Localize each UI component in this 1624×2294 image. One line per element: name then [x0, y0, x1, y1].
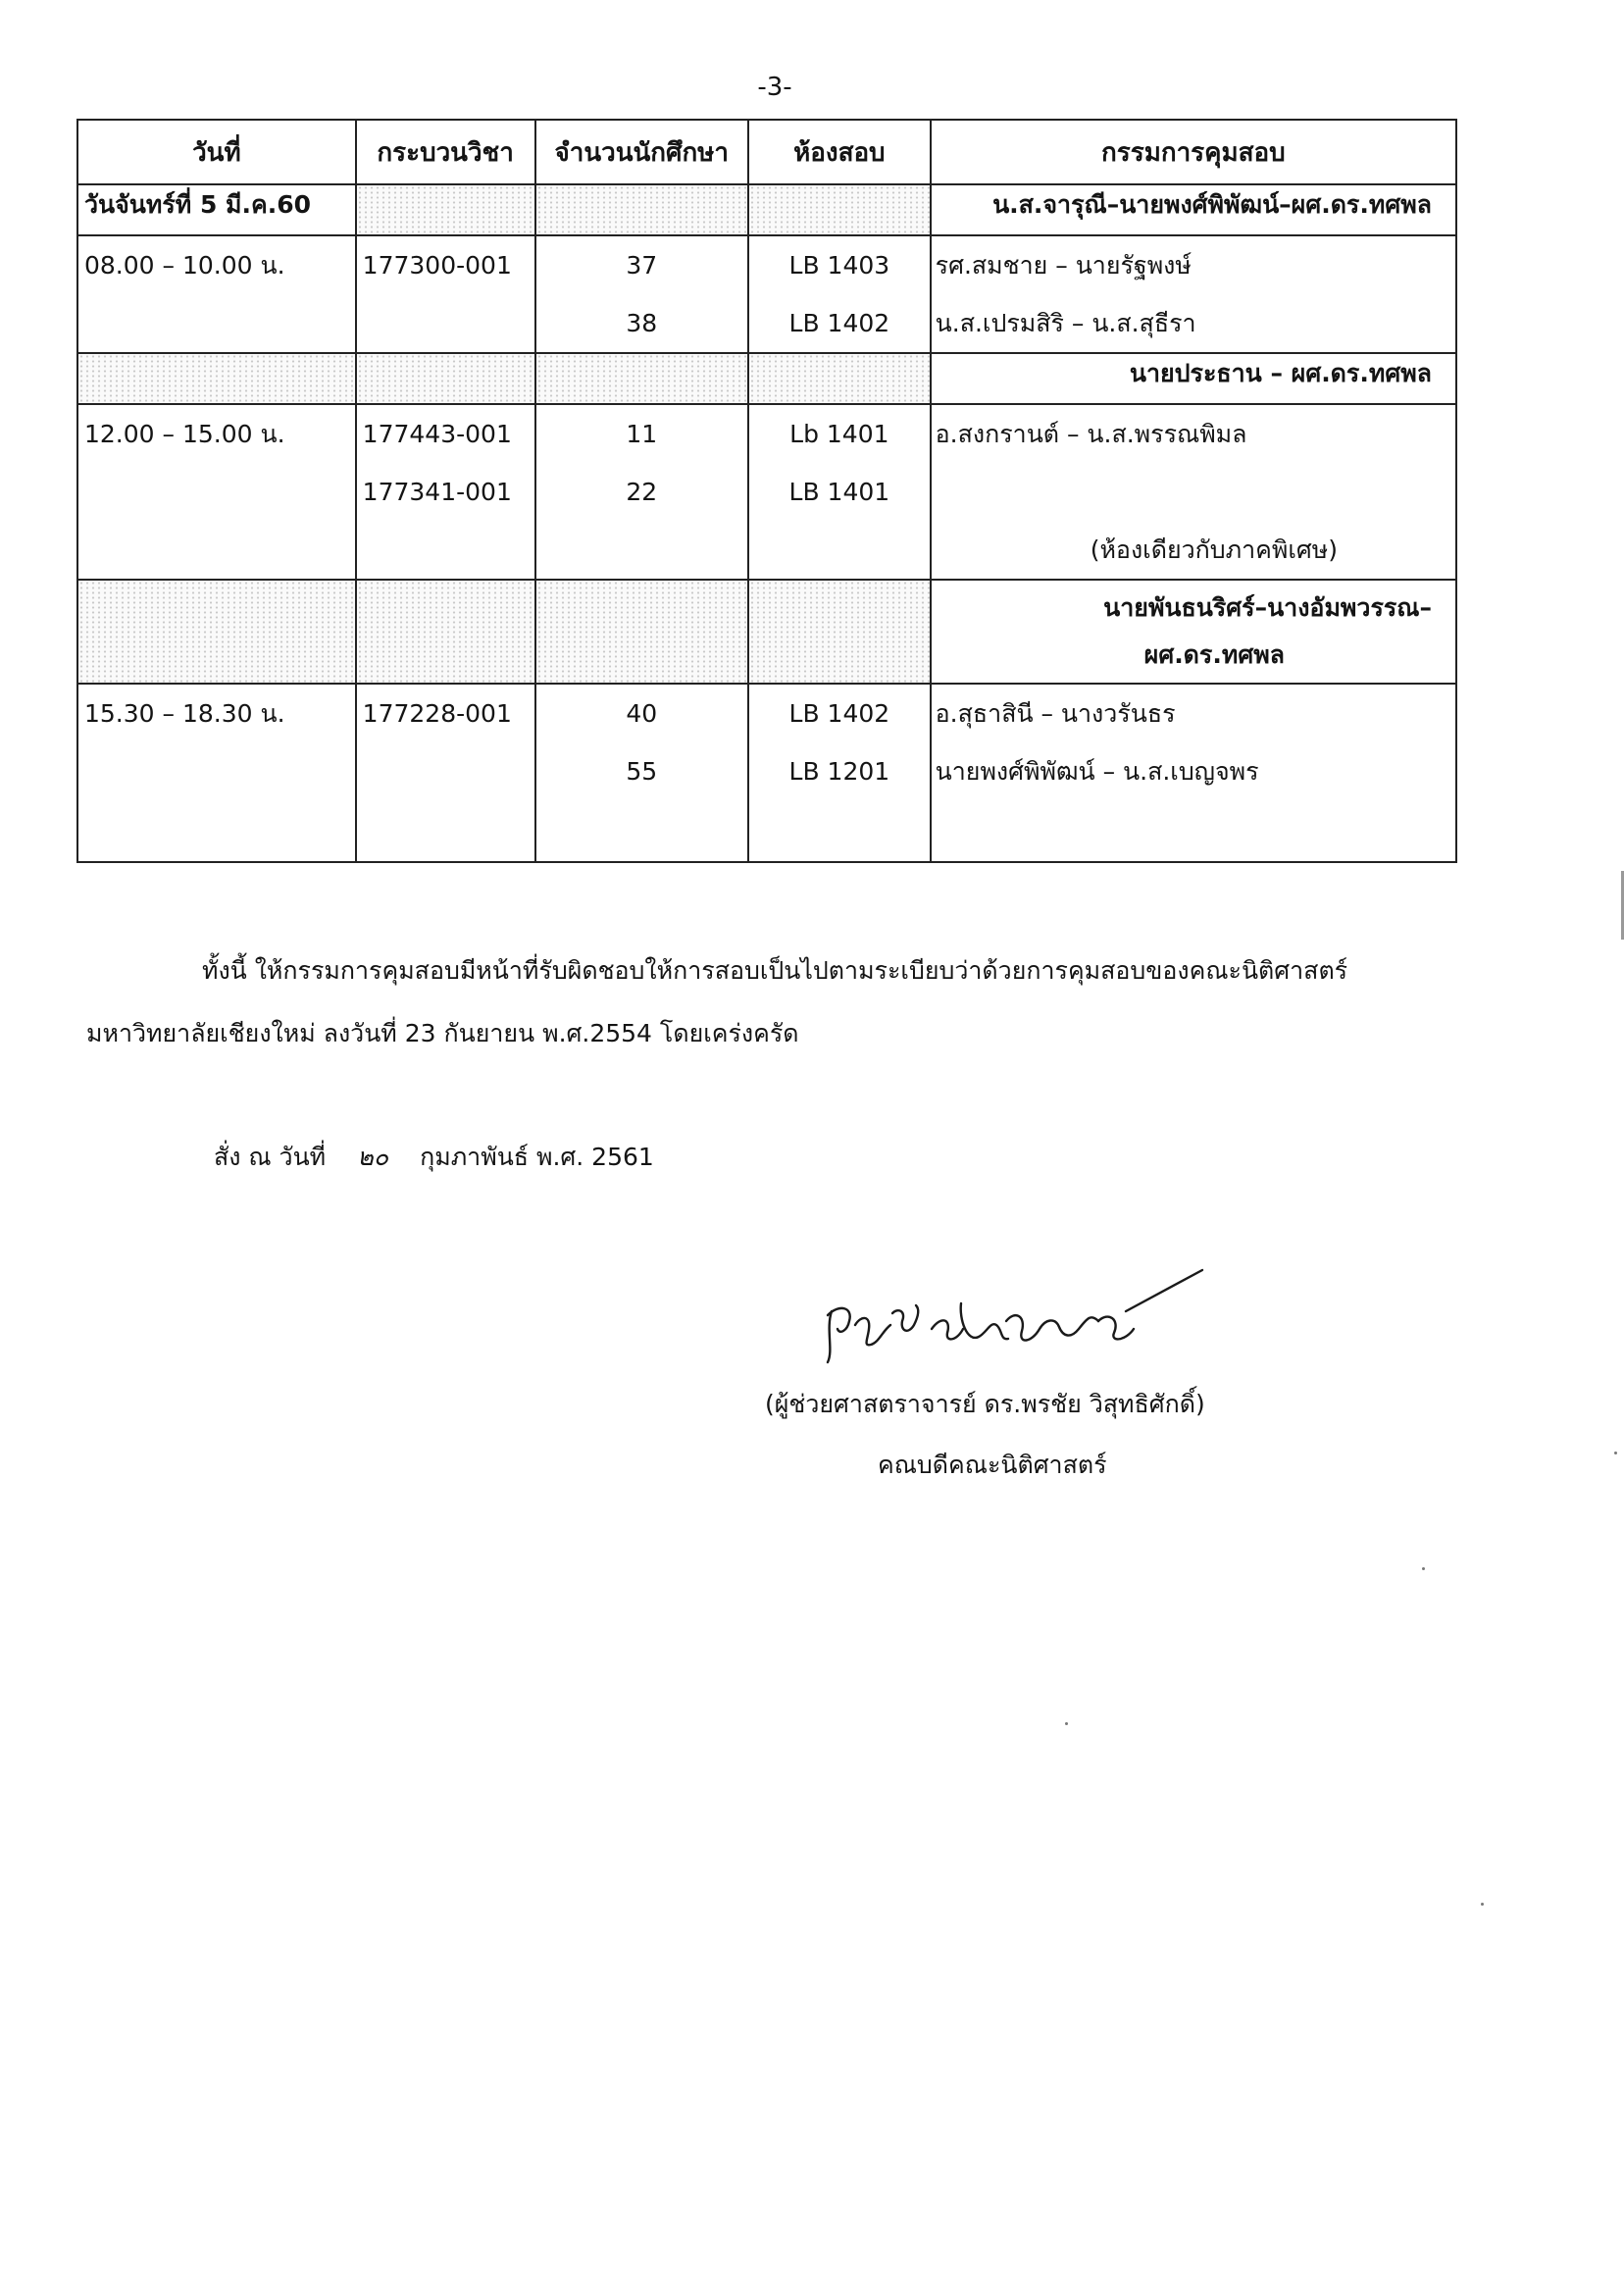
header-committee: กรรมการคุมสอบ: [931, 120, 1456, 184]
time-slot: 15.30 – 18.30 น.: [84, 699, 285, 728]
order-date-day: ๒๐: [357, 1143, 388, 1171]
scan-speck: [1065, 1722, 1068, 1725]
committee-members: รศ.สมชาย – นายรัฐพงษ์: [935, 251, 1192, 280]
committee-head-line: ผศ.ดร.ทศพล: [1143, 640, 1285, 669]
committee-members: อ.สงกรานต์ – น.ส.พรรณพิมล: [935, 420, 1247, 448]
exam-schedule-table: [76, 119, 1457, 863]
order-date-suffix: กุมภาพันธ์ พ.ศ. 2561: [420, 1143, 654, 1171]
exam-room: LB 1403: [788, 251, 890, 280]
signer-name: (ผู้ช่วยศาสตราจารย์ ดร.พรชัย วิสุทธิศักดิ์): [765, 1390, 1205, 1418]
exam-room: LB 1402: [788, 699, 890, 728]
course-code: 177300-001: [362, 251, 512, 280]
blank-cell: [748, 184, 931, 235]
scan-speck: [1422, 1567, 1425, 1570]
committee-members: น.ส.เปรมสิริ – น.ส.สุธีรา: [935, 309, 1196, 337]
committee-members: อ.สุธาสินี – นางวรันธร: [935, 699, 1176, 728]
section-header-row: [77, 353, 1456, 404]
day-label: วันจันทร์ที่ 5 มี.ค.60: [77, 184, 356, 235]
student-count: 55: [626, 757, 658, 786]
blank-cell: [535, 353, 748, 404]
blank-cell: [356, 184, 535, 235]
header-course: กระบวนวิชา: [356, 120, 535, 184]
section-header-row: [77, 580, 1456, 684]
blank-cell: [748, 580, 931, 684]
blank-cell: [535, 184, 748, 235]
order-date: [214, 1138, 654, 1177]
course-code: 177341-001: [362, 478, 512, 506]
student-count: 38: [626, 309, 658, 337]
signer-title: คณบดีคณะนิติศาสตร์: [878, 1451, 1107, 1479]
header-date: วันที่: [77, 120, 356, 184]
blank-cell: [535, 580, 748, 684]
exam-room: LB 1401: [788, 478, 890, 506]
section-header-row: [77, 184, 1456, 235]
order-date-prefix: สั่ง ณ วันที่: [214, 1143, 327, 1171]
course-code: [363, 742, 534, 800]
table-row: [77, 404, 1456, 580]
student-count: 37: [626, 251, 658, 280]
blank-cell: [356, 353, 535, 404]
exam-room: Lb 1401: [789, 420, 889, 448]
table-row: [77, 235, 1456, 353]
header-exam-room: ห้องสอบ: [748, 120, 931, 184]
page-number: -3-: [757, 73, 792, 102]
blank-cell: [748, 353, 931, 404]
student-count: 40: [626, 699, 658, 728]
committee-head-line: นายพันธนริศร์–นางอัมพวรรณ–: [1103, 593, 1432, 622]
committee-members: [936, 463, 1455, 521]
time-slot: 08.00 – 10.00 น.: [84, 251, 285, 280]
student-count: 22: [626, 478, 658, 506]
exam-room: LB 1201: [788, 757, 890, 786]
room-note: (ห้องเดียวกับภาคพิเศษ): [1090, 535, 1338, 564]
header-student-count: จำนวนนักศึกษา: [535, 120, 748, 184]
blank-cell: [77, 580, 356, 684]
student-count: 11: [626, 420, 658, 448]
committee-head: [931, 580, 1456, 684]
committee-head: น.ส.จารุณี–นายพงศ์พิพัฒน์–ผศ.ดร.ทศพล: [931, 184, 1456, 235]
handwritten-signature: [814, 1260, 1226, 1378]
time-slot: 12.00 – 15.00 น.: [84, 420, 285, 448]
committee-members: นายพงศ์พิพัฒน์ – น.ส.เบญจพร: [935, 757, 1259, 786]
scan-speck: [1614, 1452, 1617, 1454]
course-code: [363, 294, 534, 352]
course-code: 177228-001: [362, 699, 512, 728]
blank-cell: [77, 353, 356, 404]
exam-room: LB 1402: [788, 309, 890, 337]
committee-head: นายประธาน – ผศ.ดร.ทศพล: [931, 353, 1456, 404]
blank-cell: [356, 580, 535, 684]
instruction-paragraph-line2: มหาวิทยาลัยเชียงใหม่ ลงวันที่ 23 กันยายน พ.ศ.2554 โดยเคร่งครัด: [86, 1019, 799, 1047]
table-row: [77, 684, 1456, 862]
scan-speck: [1481, 1903, 1484, 1906]
course-code: 177443-001: [362, 420, 512, 448]
instruction-paragraph-line1: ทั้งนี้ ให้กรรมการคุมสอบมีหน้าที่รับผิดชอบให้การสอบเป็นไปตามระเบียบว่าด้วยการคุมสอบของคณะนิติศาสตร์: [202, 956, 1348, 985]
table-header-row: [77, 120, 1456, 184]
